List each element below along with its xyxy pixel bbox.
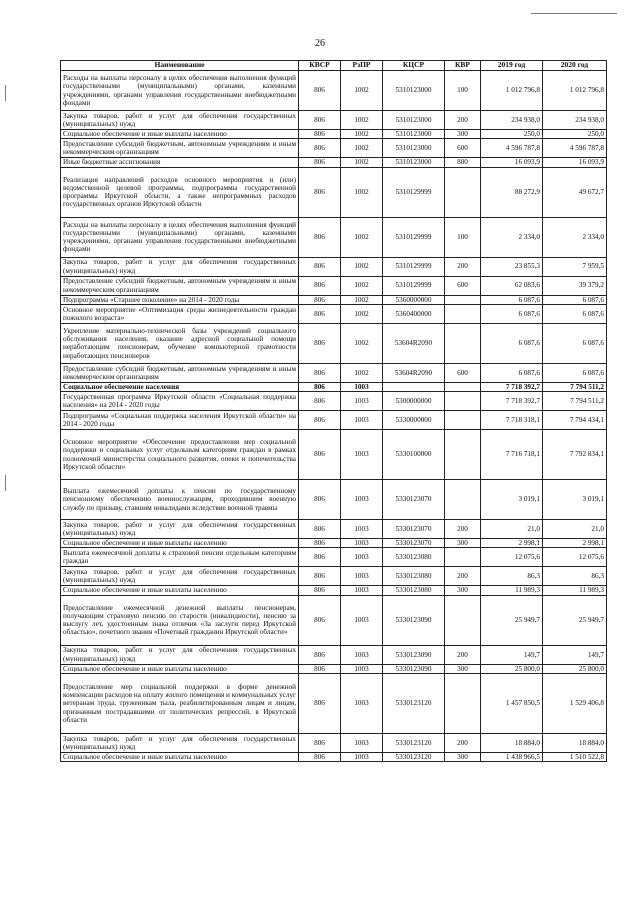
table-row — [61, 257, 607, 276]
cell-kvr — [445, 392, 481, 411]
cell-2019: 6 087,6 — [481, 323, 543, 363]
table-row — [61, 733, 607, 752]
cell-kvr: 300 — [445, 664, 481, 673]
cell-kvsr: 806 — [299, 430, 341, 480]
cell-kvr: 200 — [445, 111, 481, 130]
cell-2019: 149,7 — [481, 645, 543, 664]
cell-kvsr: 806 — [299, 392, 341, 411]
cell-2019: 86,3 — [481, 567, 543, 586]
cell-2019: 6 087,6 — [481, 363, 543, 382]
cell-2020: 1 510 522,8 — [543, 752, 607, 761]
cell-kvr: 300 — [445, 539, 481, 548]
cell-kvr — [445, 323, 481, 363]
cell-kcsr: 5360000000 — [383, 295, 445, 304]
cell-kvr: 300 — [445, 586, 481, 595]
cell-name: Социальное обеспечение и иные выплаты населению — [61, 539, 299, 548]
table-row — [61, 363, 607, 382]
cell-kvsr: 806 — [299, 167, 341, 217]
cell-2019: 2 334,0 — [481, 217, 543, 257]
cell-kcsr: 5330123070 — [383, 480, 445, 520]
cell-kcsr: 5310123000 — [383, 130, 445, 139]
cell-2020: 149,7 — [543, 645, 607, 664]
cell-name: Иные бюджетные ассигнования — [61, 158, 299, 167]
cell-kvsr: 806 — [299, 71, 341, 111]
cell-rzpr: 1003 — [341, 539, 383, 548]
cell-kvr: 800 — [445, 158, 481, 167]
cell-rzpr: 1003 — [341, 752, 383, 761]
cell-kvsr: 806 — [299, 257, 341, 276]
cell-name: Расходы на выплаты персоналу в целях обеспечения выполнения функций государственными (муниципальными) органами, казенными учреждениями, органами управления государственными внебюджетными фондами — [61, 71, 299, 111]
cell-2020: 6 087,6 — [543, 304, 607, 323]
cell-kvr — [445, 430, 481, 480]
cell-name: Закупка товаров, работ и услуг для обеспечения государственных (муниципальных) нужд — [61, 257, 299, 276]
cell-kcsr: 5360400000 — [383, 304, 445, 323]
cell-2019: 4 596 787,8 — [481, 139, 543, 158]
cell-kvr — [445, 382, 481, 391]
cell-kvsr: 806 — [299, 595, 341, 645]
cell-rzpr: 1003 — [341, 664, 383, 673]
cell-kcsr: 5330123090 — [383, 664, 445, 673]
page-number: 26 — [315, 38, 325, 49]
header-2019: 2019 год — [481, 61, 543, 71]
cell-2020: 250,0 — [543, 130, 607, 139]
cell-2020: 4 596 787,8 — [543, 139, 607, 158]
cell-2020: 1 529 406,8 — [543, 673, 607, 733]
table-row — [61, 539, 607, 548]
cell-kvr: 600 — [445, 276, 481, 295]
cell-kcsr: 53604R2090 — [383, 363, 445, 382]
table-row — [61, 411, 607, 430]
cell-rzpr: 1002 — [341, 323, 383, 363]
scan-mark-left-1 — [5, 85, 6, 101]
cell-2019: 88 272,9 — [481, 167, 543, 217]
table-row — [61, 567, 607, 586]
cell-2020: 3 019,1 — [543, 480, 607, 520]
cell-name: Закупка товаров, работ и услуг для обеспечения государственных (муниципальных) нужд — [61, 733, 299, 752]
cell-rzpr: 1002 — [341, 158, 383, 167]
cell-2020: 21,0 — [543, 520, 607, 539]
cell-2020: 7 794 511,2 — [543, 382, 607, 391]
cell-name: Закупка товаров, работ и услуг для обеспечения государственных (муниципальных) нужд — [61, 520, 299, 539]
cell-name: Предоставление субсидий бюджетным, автономным учреждениям и иным некоммерческим организациям — [61, 363, 299, 382]
cell-kvsr: 806 — [299, 276, 341, 295]
cell-kcsr: 5330123080 — [383, 548, 445, 567]
cell-rzpr: 1002 — [341, 276, 383, 295]
cell-kcsr: 5330123090 — [383, 595, 445, 645]
cell-2019: 62 083,6 — [481, 276, 543, 295]
cell-kvsr: 806 — [299, 586, 341, 595]
table-body — [61, 71, 607, 762]
cell-name: Социальное обеспечение и иные выплаты населению — [61, 752, 299, 761]
header-kcsr: КЦСР — [383, 61, 445, 71]
cell-kvsr: 806 — [299, 520, 341, 539]
cell-2020: 16 093,9 — [543, 158, 607, 167]
table-row — [61, 217, 607, 257]
cell-2019: 1 012 796,8 — [481, 71, 543, 111]
cell-kvr: 100 — [445, 71, 481, 111]
cell-kvsr: 806 — [299, 111, 341, 130]
cell-rzpr: 1003 — [341, 586, 383, 595]
cell-2019: 2 998,1 — [481, 539, 543, 548]
cell-2020: 7 794 434,1 — [543, 411, 607, 430]
cell-kvr: 200 — [445, 257, 481, 276]
cell-kcsr: 5310129999 — [383, 167, 445, 217]
cell-kcsr: 5330123070 — [383, 539, 445, 548]
cell-rzpr: 1003 — [341, 392, 383, 411]
cell-2019: 25 949,7 — [481, 595, 543, 645]
cell-2020: 18 884,0 — [543, 733, 607, 752]
cell-kcsr: 5310129999 — [383, 276, 445, 295]
cell-name: Закупка товаров, работ и услуг для обеспечения государственных (муниципальных) нужд — [61, 645, 299, 664]
cell-rzpr: 1002 — [341, 363, 383, 382]
cell-rzpr: 1003 — [341, 411, 383, 430]
table-row — [61, 595, 607, 645]
cell-2020: 39 379,2 — [543, 276, 607, 295]
header-name: Наименование — [61, 61, 299, 71]
cell-kcsr: 5330123120 — [383, 752, 445, 761]
cell-name: Закупка товаров, работ и услуг для обеспечения государственных (муниципальных) нужд — [61, 567, 299, 586]
cell-kvr: 300 — [445, 752, 481, 761]
cell-rzpr: 1002 — [341, 217, 383, 257]
cell-kvr — [445, 411, 481, 430]
cell-2020: 7 792 834,1 — [543, 430, 607, 480]
cell-name: Предоставление субсидий бюджетным, автономным учреждениям и иным некоммерческим организациям — [61, 276, 299, 295]
cell-2019: 6 087,6 — [481, 295, 543, 304]
cell-rzpr: 1002 — [341, 139, 383, 158]
cell-2019: 18 884,0 — [481, 733, 543, 752]
cell-name: Основное мероприятие «Оптимизация среды жизнедеятельности граждан пожилого возраста» — [61, 304, 299, 323]
cell-kvsr: 806 — [299, 567, 341, 586]
cell-2020: 6 087,6 — [543, 323, 607, 363]
cell-rzpr: 1002 — [341, 130, 383, 139]
cell-kcsr: 5330100000 — [383, 430, 445, 480]
table-row — [61, 586, 607, 595]
cell-2019: 1 438 966,5 — [481, 752, 543, 761]
cell-kcsr: 5330123080 — [383, 586, 445, 595]
cell-2020: 6 087,6 — [543, 363, 607, 382]
cell-2020: 1 012 796,8 — [543, 71, 607, 111]
cell-rzpr: 1002 — [341, 304, 383, 323]
cell-2020: 25 949,7 — [543, 595, 607, 645]
cell-kcsr: 5300000000 — [383, 392, 445, 411]
cell-name: Социальное обеспечение и иные выплаты населению — [61, 664, 299, 673]
cell-kvsr: 806 — [299, 382, 341, 391]
cell-rzpr: 1003 — [341, 595, 383, 645]
table-row — [61, 304, 607, 323]
cell-kvsr: 806 — [299, 217, 341, 257]
cell-name: Основное мероприятие «Обеспечение предоставления мер социальной поддержки и социальных услуг отдельным категориям граждан в рамках полномочий министерства социального развития, опеки и попечительства Иркутской области» — [61, 430, 299, 480]
cell-rzpr: 1003 — [341, 520, 383, 539]
cell-kcsr: 5330123090 — [383, 645, 445, 664]
cell-name: Предоставление ежемесячной денежной выплаты пенсионерам, получающим страховую пенсию по старости (инвалидности), пенсию за выслугу лет, удостоенным знака отличия «За заслуги перед Иркутской областью», почетного звания «Почетный гражданин Иркутской области» — [61, 595, 299, 645]
cell-name: Предоставление субсидий бюджетным, автономным учреждениям и иным некоммерческим организациям — [61, 139, 299, 158]
table-row — [61, 139, 607, 158]
cell-2020: 234 938,0 — [543, 111, 607, 130]
cell-kvsr: 806 — [299, 411, 341, 430]
cell-kcsr: 53604R2090 — [383, 323, 445, 363]
table-row — [61, 480, 607, 520]
cell-kvr — [445, 295, 481, 304]
cell-kvsr: 806 — [299, 752, 341, 761]
cell-kvsr: 806 — [299, 480, 341, 520]
cell-kcsr: 5310123000 — [383, 71, 445, 111]
cell-2019: 25 800,0 — [481, 664, 543, 673]
cell-kcsr: 5310123000 — [383, 111, 445, 130]
cell-kvr: 300 — [445, 130, 481, 139]
cell-kvsr: 806 — [299, 548, 341, 567]
table-header-row — [61, 61, 607, 71]
header-2020: 2020 год — [543, 61, 607, 71]
cell-name: Реализация направлений расходов основного мероприятия и (или) ведомственной целевой программы, подпрограммы государственной программы Иркутской области, а также непрограммных расходов государственных органов Иркутской области — [61, 167, 299, 217]
cell-kvr: 600 — [445, 363, 481, 382]
table-row — [61, 130, 607, 139]
cell-kcsr: 5310129999 — [383, 217, 445, 257]
cell-name: Социальное обеспечение и иные выплаты населению — [61, 586, 299, 595]
cell-kvr: 200 — [445, 733, 481, 752]
cell-2019: 21,0 — [481, 520, 543, 539]
cell-rzpr: 1003 — [341, 645, 383, 664]
table-row — [61, 392, 607, 411]
cell-rzpr: 1003 — [341, 430, 383, 480]
cell-2020: 6 087,6 — [543, 295, 607, 304]
cell-name: Укрепление материально-технической базы учреждений социального обслуживания населения, оказание адресной социальной помощи неработающим пенсионерам, обучение компьютерной грамотности неработающих пенсионеров — [61, 323, 299, 363]
table-row — [61, 111, 607, 130]
cell-2020: 86,3 — [543, 567, 607, 586]
budget-table — [60, 60, 607, 762]
cell-kcsr: 5330123080 — [383, 567, 445, 586]
cell-name: Социальное обеспечение населения — [61, 382, 299, 391]
cell-kvsr: 806 — [299, 539, 341, 548]
cell-2019: 3 019,1 — [481, 480, 543, 520]
cell-kvr — [445, 548, 481, 567]
header-kvsr: КВСР — [299, 61, 341, 71]
cell-kcsr: 5330123120 — [383, 733, 445, 752]
cell-kcsr: 5330123120 — [383, 673, 445, 733]
table-row — [61, 520, 607, 539]
cell-kcsr: 5310129999 — [383, 257, 445, 276]
cell-2019: 16 093,9 — [481, 158, 543, 167]
cell-kvr — [445, 304, 481, 323]
cell-rzpr: 1003 — [341, 480, 383, 520]
table-row — [61, 158, 607, 167]
table-row — [61, 548, 607, 567]
cell-kvsr: 806 — [299, 295, 341, 304]
cell-2019: 11 989,3 — [481, 586, 543, 595]
cell-2019: 1 457 850,5 — [481, 673, 543, 733]
cell-kvsr: 806 — [299, 323, 341, 363]
cell-2020: 7 794 511,2 — [543, 392, 607, 411]
cell-name: Подпрограмма «Социальная поддержка населения Иркутской области» на 2014 - 2020 годы — [61, 411, 299, 430]
cell-kvr — [445, 595, 481, 645]
cell-2020: 12 075,6 — [543, 548, 607, 567]
table-row — [61, 276, 607, 295]
cell-rzpr: 1003 — [341, 673, 383, 733]
cell-name: Расходы на выплаты персоналу в целях обеспечения выполнения функций государственными (муниципальными) органами, казенными учреждениями, органами управления государственными внебюджетными фондами — [61, 217, 299, 257]
cell-kvr: 200 — [445, 520, 481, 539]
table-row — [61, 71, 607, 111]
cell-rzpr: 1002 — [341, 295, 383, 304]
cell-2019: 7 718 392,7 — [481, 392, 543, 411]
cell-kcsr: 5330000000 — [383, 411, 445, 430]
cell-2019: 250,0 — [481, 130, 543, 139]
cell-kvsr: 806 — [299, 673, 341, 733]
cell-kcsr: 5310123000 — [383, 158, 445, 167]
cell-2019: 7 718 318,1 — [481, 411, 543, 430]
table-row — [61, 645, 607, 664]
cell-kvsr: 806 — [299, 304, 341, 323]
cell-kvsr: 806 — [299, 139, 341, 158]
cell-name: Выплата ежемесячной доплаты к пенсии по государственному пенсионному обеспечению военнослужащим, проходившим военную службу по призыву, ставшим инвалидами вследствие военной травмы — [61, 480, 299, 520]
cell-name: Социальное обеспечение и иные выплаты населению — [61, 130, 299, 139]
cell-name: Закупка товаров, работ и услуг для обеспечения государственных (муниципальных) нужд — [61, 111, 299, 130]
cell-2019: 12 075,6 — [481, 548, 543, 567]
cell-kvsr: 806 — [299, 645, 341, 664]
cell-rzpr: 1002 — [341, 111, 383, 130]
cell-kvr: 200 — [445, 645, 481, 664]
cell-kcsr: 5310123000 — [383, 139, 445, 158]
cell-name: Выплата ежемесячной доплаты к страховой пенсии отдельным категориям граждан — [61, 548, 299, 567]
cell-2020: 2 334,0 — [543, 217, 607, 257]
cell-kvr — [445, 167, 481, 217]
cell-kvsr: 806 — [299, 733, 341, 752]
cell-name: Предоставление мер социальной поддержки в форме денежной компенсации расходов на оплату жилого помещения и коммунальных услуг ветеранам труда, труженикам тыла, реабилитированным лицам и лицам, признанным пострадавшими от политических репрессий, в Иркутской области — [61, 673, 299, 733]
cell-2020: 49 672,7 — [543, 167, 607, 217]
cell-2020: 2 998,1 — [543, 539, 607, 548]
cell-kcsr: 5330123070 — [383, 520, 445, 539]
cell-2020: 11 989,3 — [543, 586, 607, 595]
cell-kvr: 100 — [445, 217, 481, 257]
cell-2020: 25 800,0 — [543, 664, 607, 673]
cell-kvsr: 806 — [299, 130, 341, 139]
cell-2019: 7 718 392,7 — [481, 382, 543, 391]
table-row — [61, 167, 607, 217]
cell-rzpr: 1002 — [341, 167, 383, 217]
cell-kvr: 600 — [445, 139, 481, 158]
cell-2019: 6 087,6 — [481, 304, 543, 323]
cell-2020: 7 959,5 — [543, 257, 607, 276]
cell-kvr — [445, 673, 481, 733]
cell-kvr — [445, 480, 481, 520]
cell-rzpr: 1002 — [341, 257, 383, 276]
cell-kvr: 200 — [445, 567, 481, 586]
cell-rzpr: 1003 — [341, 548, 383, 567]
cell-rzpr: 1002 — [341, 71, 383, 111]
cell-2019: 7 716 718,1 — [481, 430, 543, 480]
cell-kvsr: 806 — [299, 363, 341, 382]
table-row — [61, 664, 607, 673]
cell-rzpr: 1003 — [341, 382, 383, 391]
table-row — [61, 382, 607, 391]
table-row — [61, 752, 607, 761]
header-rzpr: РзПР — [341, 61, 383, 71]
cell-kvsr: 806 — [299, 158, 341, 167]
scan-mark-left-2 — [5, 475, 6, 491]
cell-name: Подпрограмма «Старшее поколение» на 2014 - 2020 годы — [61, 295, 299, 304]
cell-rzpr: 1003 — [341, 733, 383, 752]
scan-mark-top — [531, 13, 617, 14]
header-kvr: КВР — [445, 61, 481, 71]
table-row — [61, 323, 607, 363]
cell-name: Государственная программа Иркутской области «Социальная поддержка населения» на 2014 - 2020 годы — [61, 392, 299, 411]
table-row — [61, 295, 607, 304]
cell-kcsr — [383, 382, 445, 391]
cell-rzpr: 1003 — [341, 567, 383, 586]
table-row — [61, 430, 607, 480]
cell-2019: 23 855,3 — [481, 257, 543, 276]
table-row — [61, 673, 607, 733]
cell-2019: 234 938,0 — [481, 111, 543, 130]
cell-kvsr: 806 — [299, 664, 341, 673]
